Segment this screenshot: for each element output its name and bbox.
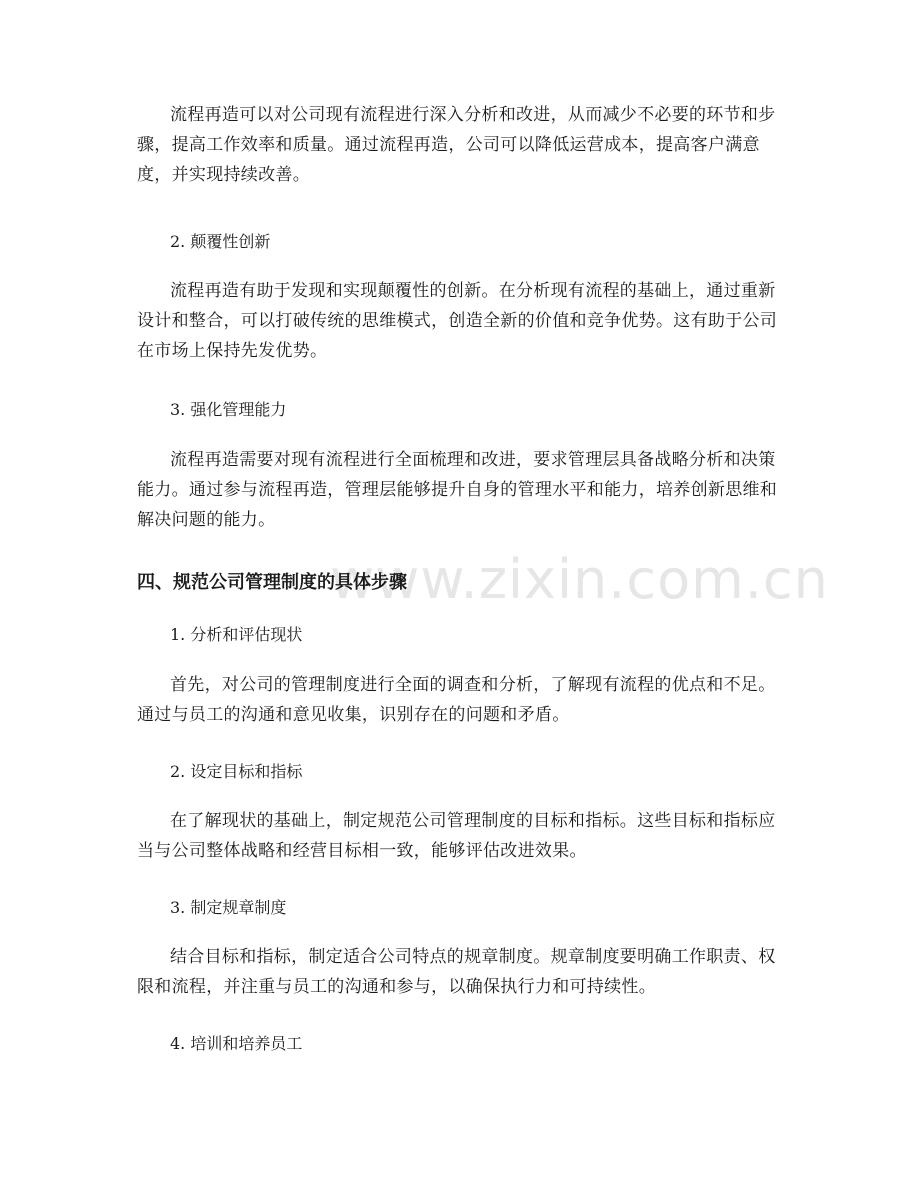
list-item-set-goals: 2. 设定目标和指标 bbox=[170, 762, 303, 781]
section-heading-standardize-steps: 四、规范公司管理制度的具体步骤 bbox=[137, 572, 407, 593]
paragraph-disruptive-innovation: 流程再造有助于发现和实现颠覆性的创新。在分析现有流程的基础上，通过重新设计和整合，可以打破传统的思维模式，创造全新的价值和竞争优势。这有助于公司在市场上保持先发优势。 bbox=[137, 281, 778, 361]
list-item-management-capability: 3. 强化管理能力 bbox=[170, 400, 287, 419]
watermark-text: www.zixin.com.cn bbox=[330, 548, 829, 611]
paragraph-management-capability: 流程再造需要对现有流程进行全面梳理和改进，要求管理层具备战略分析和决策能力。通过参与流程再造，管理层能够提升自身的管理水平和能力，培养创新思维和解决问题的能力。 bbox=[137, 450, 778, 530]
paragraph-make-rules: 结合目标和指标，制定适合公司特点的规章制度。规章制度要明确工作职责、权限和流程，并注重与员工的沟通和参与，以确保执行力和可持续性。 bbox=[137, 947, 776, 997]
list-item-make-rules: 3. 制定规章制度 bbox=[170, 898, 287, 917]
list-item-disruptive-innovation: 2. 颠覆性创新 bbox=[170, 232, 271, 251]
paragraph-process-benefits: 流程再造可以对公司现有流程进行深入分析和改进，从而减少不必要的环节和步骤，提高工作效率和质量。通过流程再造，公司可以降低运营成本，提高客户满意度，并实现持续改善。 bbox=[137, 105, 776, 185]
list-item-train-staff: 4. 培训和培养员工 bbox=[170, 1034, 303, 1053]
paragraph-set-goals: 在了解现状的基础上，制定规范公司管理制度的目标和指标。这些目标和指标应当与公司整体战略和经营目标相一致，能够评估改进效果。 bbox=[137, 811, 776, 861]
paragraph-analyze-status: 首先，对公司的管理制度进行全面的调查和分析，了解现有流程的优点和不足。通过与员工的沟通和意见收集，识别存在的问题和矛盾。 bbox=[137, 675, 776, 725]
list-item-analyze-status: 1. 分析和评估现状 bbox=[170, 625, 303, 644]
